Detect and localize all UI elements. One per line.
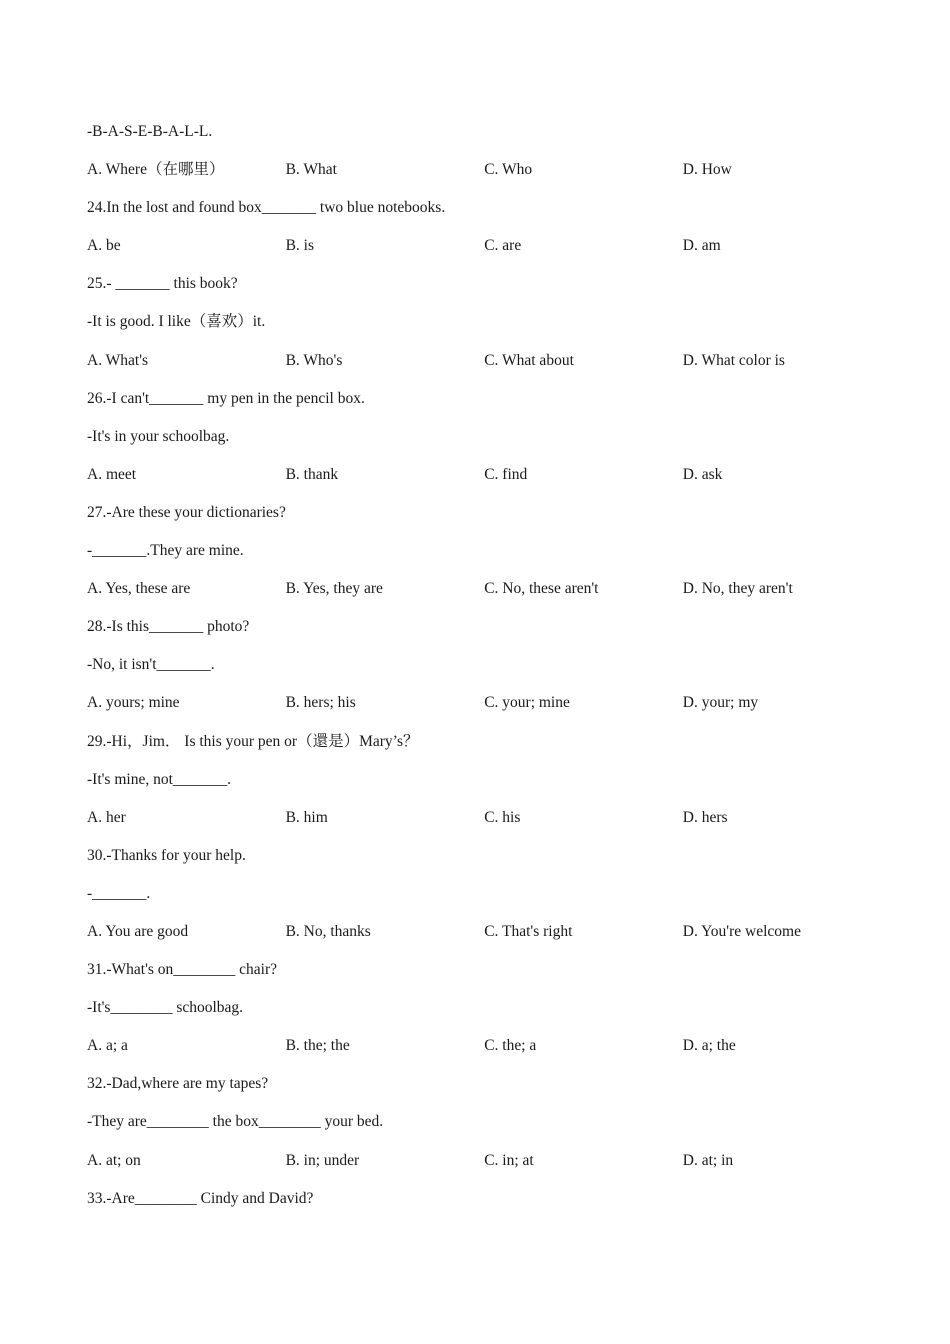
answer-option: D. hers xyxy=(682,808,728,826)
question-line: -They are________ the box________ your bed. xyxy=(87,1113,384,1131)
answer-option: C. the; a xyxy=(484,1037,537,1055)
answer-option: C. find xyxy=(484,465,528,483)
exam-questions xyxy=(87,120,887,1225)
answer-option: D. What color is xyxy=(682,351,785,369)
question-line: 25.- _______ this book? xyxy=(87,275,238,293)
question-line: -_______.They are mine. xyxy=(87,542,244,560)
question-line: 29.-Hi，Jim． Is this your pen or（還是）Mary’s？ xyxy=(87,732,419,750)
question-line: 30.-Thanks for your help. xyxy=(87,846,246,864)
question-line: -No, it isn't_______. xyxy=(87,656,215,674)
answer-option: D. You're welcome xyxy=(682,922,801,940)
question-line: 33.-Are________ Cindy and David? xyxy=(87,1189,314,1207)
answer-options-row xyxy=(87,920,887,958)
answer-option: A. yours; mine xyxy=(87,694,180,712)
answer-option: D. am xyxy=(682,237,721,255)
answer-option: B. is xyxy=(285,237,315,255)
answer-option: D. How xyxy=(682,161,732,179)
answer-option: A. Yes, these are xyxy=(87,580,191,598)
answer-options-row xyxy=(87,463,887,501)
question-line: -_______. xyxy=(87,884,151,902)
answer-options-row xyxy=(87,234,887,272)
answer-option: A. You are good xyxy=(87,922,189,940)
answer-option: C. in; at xyxy=(484,1151,534,1169)
answer-option: A. at; on xyxy=(87,1151,141,1169)
answer-option: C. your; mine xyxy=(484,694,570,712)
answer-options-row xyxy=(87,577,887,615)
answer-options-row xyxy=(87,1149,887,1187)
question-line: -It's mine, not_______. xyxy=(87,770,232,788)
answer-option: C. No, these aren't xyxy=(484,580,599,598)
answer-option: B. No, thanks xyxy=(285,922,371,940)
question-line: 24.In the lost and found box_______ two blue notebooks. xyxy=(87,199,446,217)
answer-option: D. ask xyxy=(682,465,723,483)
answer-option: A. a; a xyxy=(87,1037,128,1055)
answer-option: B. the; the xyxy=(285,1037,350,1055)
answer-option: A. Where（在哪里） xyxy=(87,161,225,179)
question-line: 27.-Are these your dictionaries? xyxy=(87,503,286,521)
answer-options-row xyxy=(87,806,887,844)
answer-option: C. his xyxy=(484,808,521,826)
answer-option: A. be xyxy=(87,237,121,255)
answer-option: C. What about xyxy=(484,351,574,369)
answer-option: D. No, they aren't xyxy=(682,580,793,598)
question-line: 26.-I can't_______ my pen in the pencil box. xyxy=(87,389,365,407)
answer-option: C. are xyxy=(484,237,522,255)
question-line: -B-A-S-E-B-A-L-L. xyxy=(87,123,213,140)
question-line: -It is good. I like（喜欢）it. xyxy=(87,313,266,331)
answer-option: B. him xyxy=(285,808,328,826)
answer-options-row xyxy=(87,349,887,387)
answer-option: A. What's xyxy=(87,351,149,369)
answer-option: B. What xyxy=(285,161,337,179)
answer-options-row xyxy=(87,1034,887,1072)
answer-option: D. your; my xyxy=(682,694,759,712)
answer-option: D. at; in xyxy=(682,1151,734,1169)
answer-option: B. hers; his xyxy=(285,694,356,712)
answer-option: C. That's right xyxy=(484,922,573,940)
answer-option: D. a; the xyxy=(682,1037,736,1055)
answer-options-row xyxy=(87,691,887,729)
question-line: -It's________ schoolbag. xyxy=(87,999,244,1017)
answer-option: A. her xyxy=(87,808,126,826)
question-line: 32.-Dad,where are my tapes? xyxy=(87,1075,269,1093)
answer-option: B. thank xyxy=(285,465,339,483)
answer-option: A. meet xyxy=(87,465,137,483)
question-line: 31.-What's on________ chair? xyxy=(87,961,278,979)
answer-option: B. Who's xyxy=(285,351,343,369)
answer-option: B. Yes, they are xyxy=(285,580,383,598)
question-line: -It's in your schoolbag. xyxy=(87,427,230,445)
answer-options-row xyxy=(87,158,887,196)
answer-option: C. Who xyxy=(484,161,533,179)
answer-option: B. in; under xyxy=(285,1151,360,1169)
question-line: 28.-Is this_______ photo? xyxy=(87,618,250,636)
